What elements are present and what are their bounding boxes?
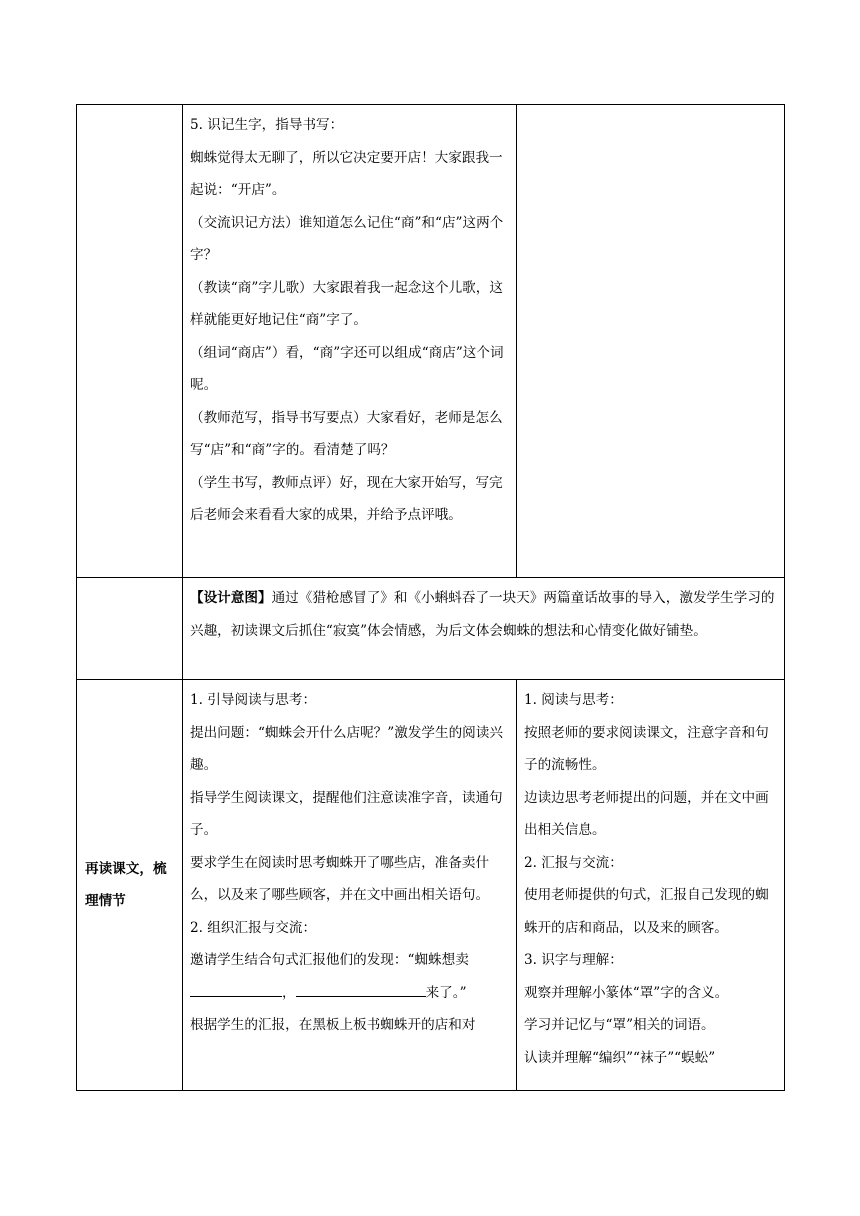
teacher-paragraph: （教师范写，指导书写要点）大家看好，老师是怎么写“店”和“商”字的。看清楚了吗？ (190, 409, 503, 458)
fill-in-blank (190, 984, 282, 997)
student-paragraph: 边读边思考老师提出的问题，并在文中画出相关信息。 (524, 789, 769, 838)
fill-in-separator: ， (282, 984, 296, 1001)
teacher-step-heading: 5. 识记生字，指导书写： (190, 117, 344, 133)
table-row (77, 578, 785, 680)
design-intent-cell (183, 578, 785, 680)
student-paragraph: 认读并理解“编织”“袜子”“蜈蚣” (524, 1049, 716, 1066)
teacher-paragraph: （教读“商”字儿歌）大家跟着我一起念这个儿歌，这样就能更好地记住“商”字了。 (190, 279, 503, 328)
fill-in-blank (296, 984, 426, 997)
teacher-step-heading: 1. 引导阅读与思考： (190, 692, 317, 708)
fill-in-suffix: 来了。” (425, 984, 467, 1001)
table-row (77, 680, 785, 1091)
teacher-paragraph: 要求学生在阅读时思考蜘蛛开了哪些店，准备卖什么，以及来了哪些顾客，并在文中画出相关语句。 (190, 854, 490, 903)
student-activity-cell-empty (517, 105, 785, 578)
teacher-fill-in-sentence (190, 944, 510, 1009)
student-paragraph: 学习并记忆与“罩”相关的词语。 (524, 1017, 715, 1033)
student-step-heading: 3. 识字与理解： (524, 952, 623, 968)
teacher-activity-cell (183, 105, 517, 578)
lesson-plan-table (76, 104, 785, 1091)
teacher-paragraph: （交流识记方法）谁知道怎么记住“商”和“店”这两个字？ (190, 214, 504, 263)
student-paragraph: 观察并理解小篆体“罩”字的含义。 (524, 984, 729, 1001)
design-intent-text: 通过《猎枪感冒了》和《小蝌蚪吞了一块天》两篇童话故事的导入，激发学生学习的兴趣，初读课文后抓住“寂寞”体会情感，为后文体会蜘蛛的想法和心情变化做好铺垫。 (190, 590, 775, 639)
fill-in-prefix: 邀请学生结合句式汇报他们的发现：“蜘蛛想卖 (190, 952, 469, 968)
student-paragraph: 按照老师的要求阅读课文，注意字音和句子的流畅性。 (524, 724, 769, 773)
design-intent-label: 【设计意图】 (190, 590, 272, 606)
table-row (77, 105, 785, 578)
teacher-paragraph: 根据学生的汇报，在黑板上板书蜘蛛开的店和对 (190, 1017, 476, 1033)
stage-cell (77, 680, 183, 1091)
teacher-paragraph: 提出问题：“蜘蛛会开什么店呢？”激发学生的阅读兴趣。 (190, 724, 503, 773)
teacher-paragraph: （学生书写，教师点评）好，现在大家开始写，写完后老师会来看看大家的成果，并给予点评哦。 (190, 474, 503, 523)
student-activity-cell (517, 680, 785, 1091)
stage-label: 再读课文，梳理情节 (85, 861, 167, 909)
teacher-paragraph: 指导学生阅读课文，提醒他们注意读准字音，读通句子。 (190, 789, 503, 838)
teacher-activity-cell (183, 680, 517, 1091)
teacher-paragraph: （组词“商店”）看，“商”字还可以组成“商店”这个词呢。 (190, 344, 504, 393)
student-step-heading: 2. 汇报与交流： (524, 854, 623, 871)
student-paragraph: 使用老师提供的句式，汇报自己发现的蜘蛛开的店和商品，以及来的顾客。 (524, 887, 769, 936)
teacher-paragraph: 蜘蛛觉得太无聊了，所以它决定要开店！大家跟我一起说：“开店”。 (190, 149, 503, 198)
stage-cell-empty (77, 578, 183, 680)
teacher-step-heading: 2. 组织汇报与交流： (190, 919, 317, 936)
stage-cell-empty (77, 105, 183, 578)
student-step-heading: 1. 阅读与思考： (524, 692, 623, 708)
